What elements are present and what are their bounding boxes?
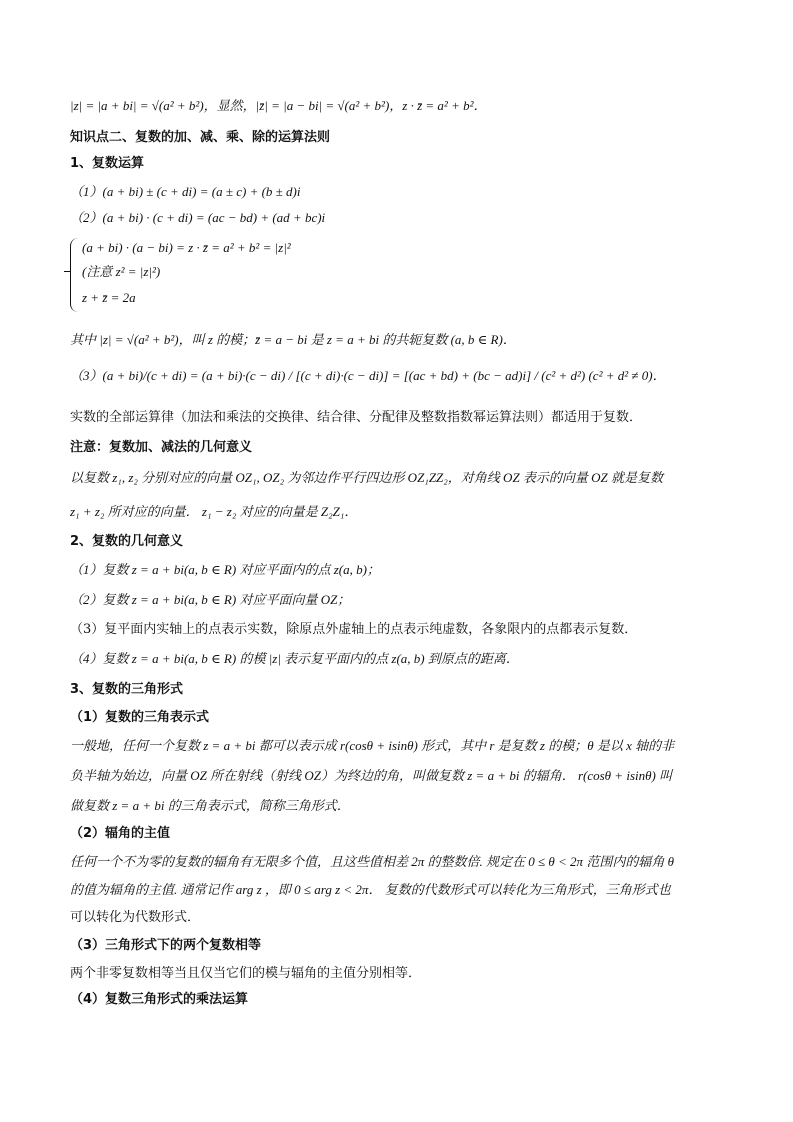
formula-add-sub: （1）(a + bi) ± (c + di) = (a ± c) + (b ± d)i [70,184,301,199]
heading-principal-argument: （2）辐角的主值 [70,826,171,841]
trig-line-2: 负半轴为始边，向量 OZ 所在射线（射线 OZ）为终边的角，叫做复数 z = a + bi 的辐角． r(cosθ + isinθ) 叫 [70,768,673,783]
left-brace-tip [64,271,70,272]
principal-line-2: 的值为辐角的主值. 通常记作 arg z ，即 0 ≤ arg z < 2π． 复数的代数形式可以转化为三角形式，三角形式也 [70,882,671,897]
equation-system [70,238,470,312]
formula-divide: （3）(a + bi)/(c + di) = (a + bi)·(c − di) / [(c + di)·(c − di)] = [(ac + bd) + (bc − ad)i] / (c² + d²) (c² + d² ≠ 0)． [70,368,666,383]
heading-trig-representation: （1）复数的三角表示式 [70,710,210,725]
system-line-2: (注意 z² = |z|²) [82,264,161,279]
equality-line: 两个非零复数相等当且仅当它们的模与辐角的主值分别相等． [70,966,422,981]
trig-line-3: 做复数 z = a + bi 的三角表示式，简称三角形式． [70,798,350,813]
heading-trig-multiplication: （4）复数三角形式的乘法运算 [70,992,249,1007]
heading-trig-equality: （3）三角形式下的两个复数相等 [70,938,262,953]
geometry-item-2: （2）复数 z = a + bi(a, b ∈ R) 对应平面向量 OZ； [70,592,351,607]
modulus-line: |z| = |a + bi| = √(a² + b²)，显然，|z̄| = |a − bi| = √(a² + b²)，z · z̄ = a² + b²． [70,98,487,113]
heading-note-geometry: 注意：复数加、减法的几何意义 [70,440,253,455]
heading-knowledge-point-2: 知识点二、复数的加、减、乘、除的运算法则 [70,130,331,145]
heading-geometric-meaning: 2、复数的几何意义 [70,534,184,549]
laws-line: 实数的全部运算律（加法和乘法的交换律、结合律、分配律及整数指数幂运算法则）都适用于复数． [70,410,643,425]
note-line-2: z₁ + z₂ 所对应的向量． z₁ − z₂ 对应的向量是 Z₂Z₁． [70,504,358,519]
geometry-item-3: （3）复平面内实轴上的点表示实数，除原点外虚轴上的点表示纯虚数，各象限内的点都表示复数． [70,622,638,637]
heading-complex-operations: 1、复数运算 [70,156,145,171]
trig-line-1: 一般地，任何一个复数 z = a + bi 都可以表示成 r(cosθ + isinθ) 形式，其中 r 是复数 z 的模；θ 是以 x 轴的非 [70,738,675,753]
principal-line-3: 可以转化为代数形式． [70,910,201,925]
geometry-item-1: （1）复数 z = a + bi(a, b ∈ R) 对应平面内的点 z(a, b)； [70,562,380,577]
geometry-item-4: （4）复数 z = a + bi(a, b ∈ R) 的模 |z| 表示复平面内的点 z(a, b) 到原点的距离． [70,651,519,666]
heading-trig-form: 3、复数的三角形式 [70,682,184,697]
system-line-1: (a + bi) · (a − bi) = z · z̄ = a² + b² = |z|² [82,240,291,255]
modulus-conjugate-line: 其中 |z| = √(a² + b²)，叫 z 的模；z̄ = a − bi 是 z = a + bi 的共轭复数 (a, b ∈ R)． [70,332,516,347]
left-brace [70,238,79,312]
principal-line-1: 任何一个不为零的复数的辐角有无限多个值，且这些值相差 2π 的整数倍. 规定在 0 ≤ θ < 2π 范围内的辐角 θ [70,854,674,869]
note-line-1: 以复数 z₁, z₂ 分别对应的向量 OZ₁, OZ₂ 为邻边作平行四边形 OZ₁ZZ₂，对角线 OZ 表示的向量 OZ 就是复数 [70,470,664,485]
formula-multiply: （2）(a + bi) · (c + di) = (ac − bd) + (ad + bc)i [70,210,326,225]
system-line-3: z + z̄ = 2a [82,290,136,305]
